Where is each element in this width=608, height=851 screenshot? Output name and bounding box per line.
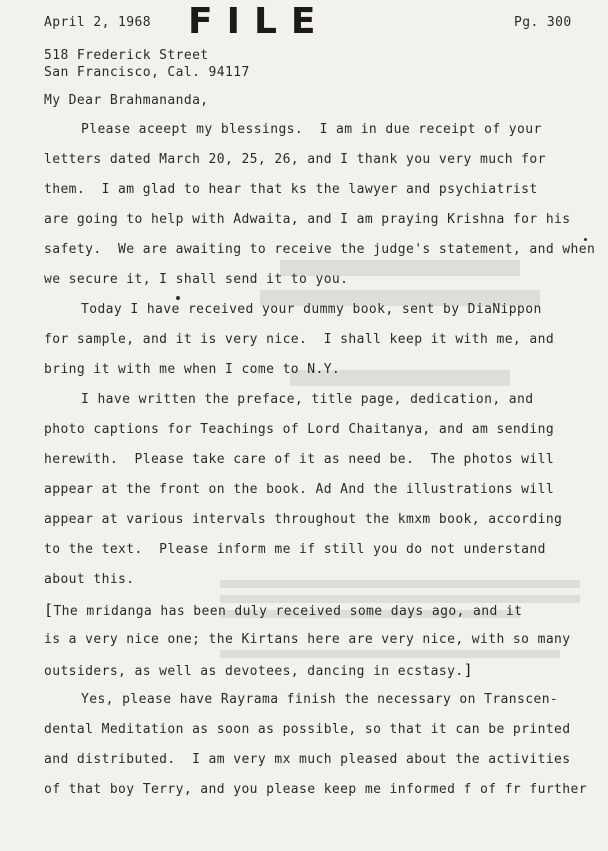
address-street: 518 Frederick Street xyxy=(44,48,209,63)
text-line: I have written the preface, title page, dedication, and xyxy=(81,392,534,407)
text-line: Today I have received your dummy book, sent by DiaNippon xyxy=(81,302,542,317)
ink-dot-mark xyxy=(176,296,180,300)
sender-address xyxy=(44,47,250,81)
file-stamp: FILE xyxy=(188,1,330,42)
address-city: San Francisco, Cal. 94117 xyxy=(44,65,250,80)
text-line: them. I am glad to hear that ks the lawyer and psychiatrist xyxy=(44,182,538,197)
text-line: photo captions for Teachings of Lord Chaitanya, and am sending xyxy=(44,422,555,437)
letter-date: April 2, 1968 xyxy=(44,15,151,30)
letter-body xyxy=(44,120,596,810)
paragraph-dummy-book xyxy=(44,300,589,390)
close-bracket-mark: ] xyxy=(463,661,473,679)
text-line: Please aceept my blessings. I am in due receipt of your xyxy=(81,122,542,137)
paragraph-rayrama xyxy=(44,690,589,810)
paragraph-blessings xyxy=(44,120,596,300)
salutation: My Dear Brahmananda, xyxy=(44,93,209,108)
text-line xyxy=(44,660,589,690)
paragraph-preface xyxy=(44,390,589,600)
text-line: appear at the front on the book. Ad And the illustrations will xyxy=(44,482,555,497)
text-line: of that boy Terry, and you please keep me informed f of fr further xyxy=(44,782,587,797)
open-bracket-mark: [ xyxy=(44,601,54,619)
ink-dot-mark xyxy=(584,238,587,241)
text-line: are going to help with Adwaita, and I am praying Krishna for his xyxy=(44,212,571,227)
text-line: is a very nice one; the Kirtans here are very nice, with so many xyxy=(44,632,571,647)
text-line: dental Meditation as soon as possible, so that it can be printed xyxy=(44,722,571,737)
text-line: letters dated March 20, 25, 26, and I thank you very much for xyxy=(44,152,546,167)
text-line: and distributed. I am very mx much pleased about the activities xyxy=(44,752,571,767)
text-line: safety. We are awaiting to receive the judge's statement, and when xyxy=(44,242,596,257)
text-line: about this. xyxy=(44,572,135,587)
text-line: bring it with me when I come to N.Y. xyxy=(44,362,341,377)
page-number: Pg. 300 xyxy=(514,15,572,30)
text-line: to the text. Please inform me if still you do not understand xyxy=(44,542,546,557)
text-line: for sample, and it is very nice. I shall keep it with me, and xyxy=(44,332,555,347)
text-line: herewith. Please take care of it as need be. The photos will xyxy=(44,452,555,467)
text-line: appear at various intervals throughout the kmxm book, according xyxy=(44,512,563,527)
text-line-content: outsiders, as well as devotees, dancing in ecstasy. xyxy=(44,664,464,679)
text-line-content: The mridanga has been duly received some days ago, and it xyxy=(53,604,523,619)
paragraph-mridanga xyxy=(44,600,589,690)
text-line xyxy=(44,600,589,630)
text-line: Yes, please have Rayrama finish the necessary on Transcen- xyxy=(81,692,559,707)
text-line: we secure it, I shall send it to you. xyxy=(44,272,349,287)
